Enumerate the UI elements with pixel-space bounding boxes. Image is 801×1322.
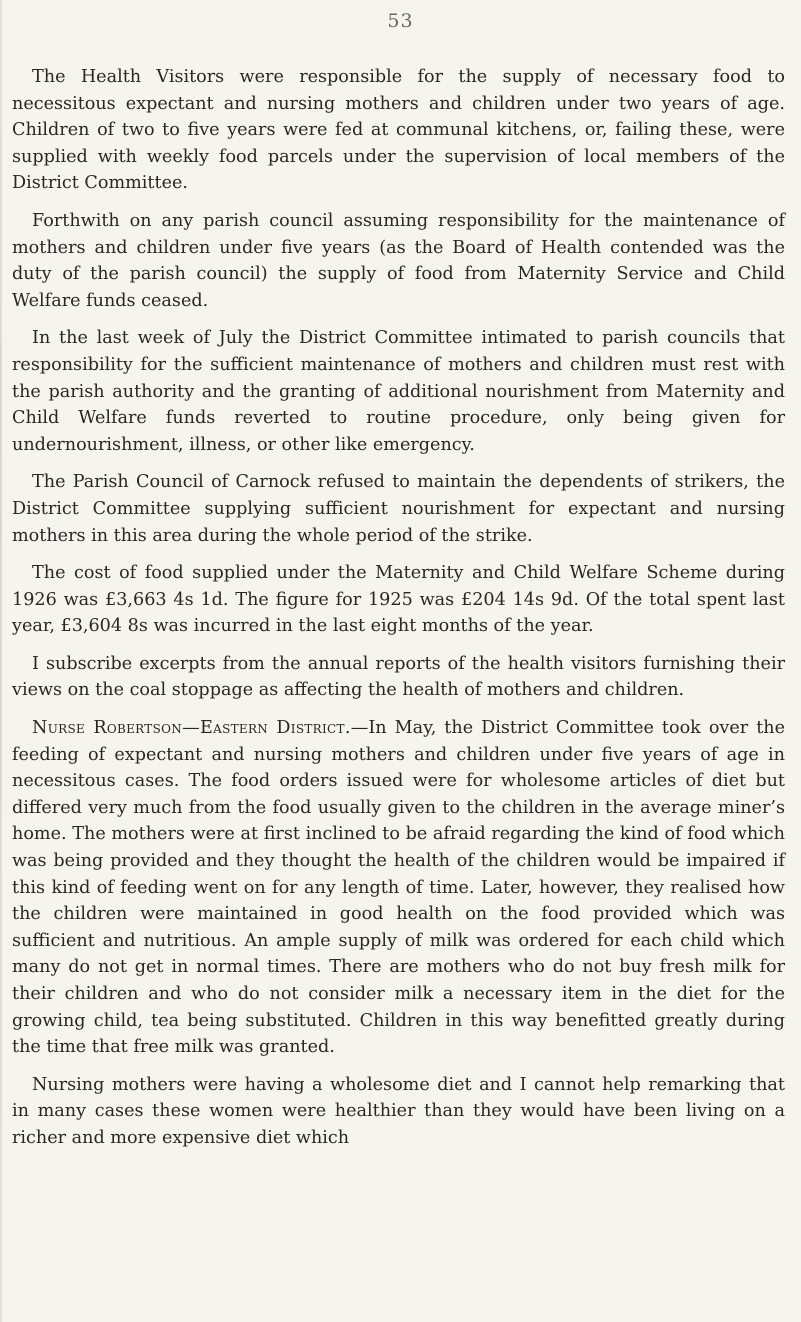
binding-edge: [0, 0, 2, 1322]
paragraph-health-visitors: The Health Visitors were responsible for the supply of necessary food to necessitous expectant and nursing mothers and children under two years of age. Children of two to five years were fed at communal kitchens, or, failing these, were supplied with weekly food parcels under the supervision of local members of the District Committee.: [12, 67, 785, 194]
paragraph-cost-of-food: The cost of food supplied under the Maternity and Child Welfare Scheme during 1926 was £3,663 4s 1d. The figure for 1925 was £204 14s 9d. Of the total spent last year, £3,604 8s was incurred in the last eight months of the year.: [12, 563, 785, 637]
paragraph-nurse-robertson-report: [12, 715, 785, 1061]
paragraph-excerpts-intro: I subscribe excerpts from the annual reports of the health visitors furnishing their views on the coal stoppage as affecting the health of mothers and children.: [12, 653, 785, 701]
body-text: [12, 64, 785, 1152]
page-number: 53: [387, 10, 414, 32]
paragraph-july-intimation: In the last week of July the District Committee intimated to parish councils that responsibility for the sufficient maintenance of mothers and children must rest with the parish authority and the granting of additional nourishment from Maternity and Child Welfare funds reverted to routine procedure, only being given for undernourishment, illness, or other like emergency.: [12, 328, 785, 455]
paragraph-nursing-mothers: Nursing mothers were having a wholesome diet and I cannot help remarking that in many cases these women were healthier than they would have been living on a richer and more expensive diet which: [12, 1074, 785, 1148]
paragraph-parish-council-responsibility: Forthwith on any parish council assuming responsibility for the maintenance of mothers and children under five years (as the Board of Health contended was the duty of the parish council) the supply of food from Maternity Service and Child Welfare funds ceased.: [12, 210, 785, 311]
paragraph-carnock: The Parish Council of Carnock refused to maintain the dependents of strikers, the District Committee supplying sufficient nourishment for expectant and nursing mothers in this area during the whole period of the strike.: [12, 472, 785, 546]
report-text: —In May, the District Committee took over the feeding of expectant and nursing mothers and children under five years of age in necessitous cases. The food orders issued were for wholesome articles of diet but differed very much from the food usually given to the children in the average miner’s home. The mothers were at first inclined to be afraid regarding the kind of food which was being provided and they thought the health of the children would be impaired if this kind of feeding went on for any length of time. Later, however, they realised how the children were maintained in good health on the food provided which was sufficient and nutritious. An ample supply of milk was ordered for each child which many do not get in normal times. There are mothers who do not buy fresh milk for their children and who do not consider milk a necessary item in the diet for the growing child, tea being substituted. Children in this way benefitted greatly during the time that free milk was granted.: [12, 718, 786, 1058]
report-heading: Nurse Robertson—Eastern District.: [32, 718, 351, 739]
